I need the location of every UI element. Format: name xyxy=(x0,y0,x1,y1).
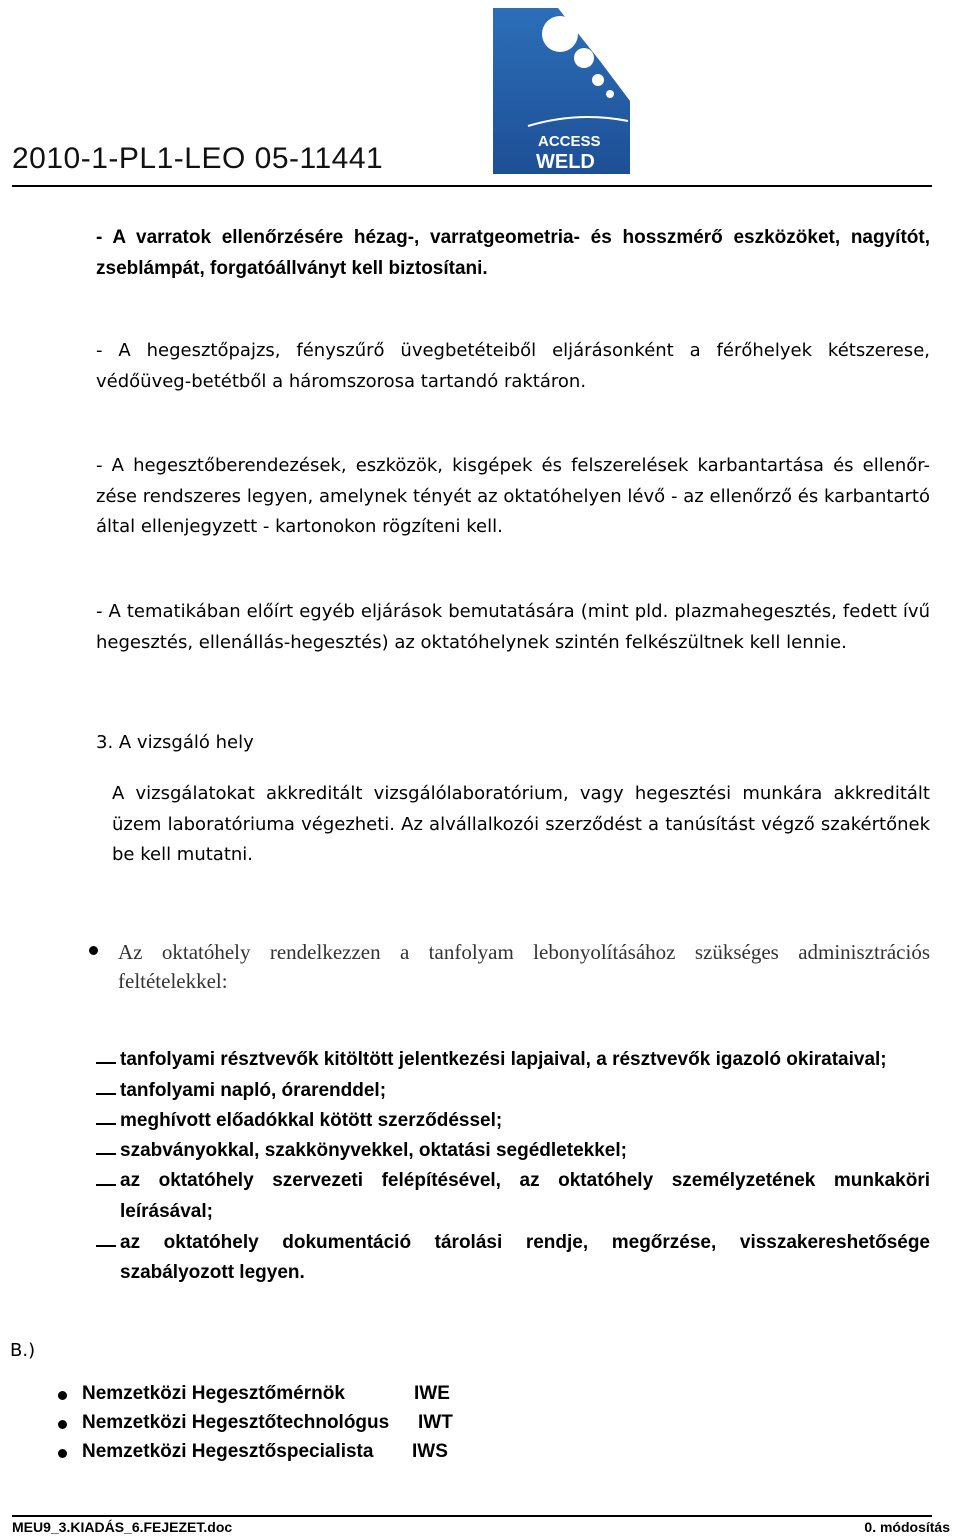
footer-filename: MEU9_3.KIADÁS_6.FEJEZET.doc xyxy=(12,1519,233,1535)
header-divider xyxy=(12,185,932,187)
paragraph-welding-shield: - A hegesztőpajzs, fényszűrő üvegbetéteiből eljárásonként a férőhelyek kétszerese, védőüveg-betétből a háromszorosa tartandó raktáron. xyxy=(96,340,930,392)
paragraph-inspection-tools: - A varratok ellenőrzésére hézag-, varratgeometria- és hosszmérő eszközöket, nagyítót, zseblámpát, forgatóállványt kell biztosítani. xyxy=(96,227,930,279)
section-3-heading: 3. A vizsgáló hely xyxy=(96,732,254,753)
role-code: IWE xyxy=(414,1383,450,1404)
bullet-dot xyxy=(58,1420,67,1429)
role-name: Nemzetközi Hegesztőspecialista xyxy=(82,1441,374,1462)
access-weld-logo xyxy=(488,6,636,178)
admin-item: az oktatóhely szervezeti felépítésével, az oktatóhely személyzetének munkaköri xyxy=(120,1170,930,1191)
role-code: IWS xyxy=(412,1441,448,1462)
document-code-title: 2010-1-PL1-LEO 05-11441 xyxy=(12,142,384,175)
bullet-dot xyxy=(89,946,98,955)
admin-item-continuation: szabályozott legyen. xyxy=(120,1262,305,1283)
bullet-dot xyxy=(58,1391,67,1400)
role-name: Nemzetközi Hegesztőmérnök xyxy=(82,1383,345,1404)
admin-item: tanfolyami résztvevők kitöltött jelentkezési lapjaival, a résztvevők igazoló okirataival; xyxy=(120,1049,887,1070)
logo-text-access: ACCESS xyxy=(538,133,601,150)
dash-marker xyxy=(96,1062,116,1064)
dash-marker xyxy=(96,1245,116,1247)
admin-intro: Az oktatóhely rendelkezzen a tanfolyam lebonyolításához szükséges adminisztrációs feltételekkel: xyxy=(118,940,930,993)
dash-marker xyxy=(96,1123,116,1125)
dash-marker xyxy=(96,1093,116,1095)
section-b-label: B.) xyxy=(10,1340,36,1361)
dash-marker xyxy=(96,1153,116,1155)
admin-item: meghívott előadókkal kötött szerződéssel; xyxy=(120,1110,503,1131)
footer-revision: 0. módosítás xyxy=(864,1519,950,1535)
section-3-body: A vizsgálatokat akkreditált vizsgálólaboratórium, vagy hegesztési munkára akkreditált üzem laboratóriuma végezheti. Az alvállalkozói szerződést a tanúsítást végző szakértőnek be kell mutatni. xyxy=(112,783,930,865)
role-code: IWT xyxy=(418,1412,453,1433)
admin-item-continuation: leírásával; xyxy=(120,1201,213,1222)
bullet-dot xyxy=(58,1449,67,1458)
footer-divider xyxy=(12,1515,932,1517)
role-name: Nemzetközi Hegesztőtechnológus xyxy=(82,1412,390,1433)
paragraph-equipment-maintenance: - A hegesztőberendezések, eszközök, kisgépek és felszerelések karbantartása és ellenőr-zése rendszeres legyen, amelynek tényét az oktatóhelyen lévő - az ellenőrző és karbantartó által ellenjegyzett - kartonokon rögzíteni kell. xyxy=(96,455,930,537)
dash-marker xyxy=(96,1184,116,1186)
admin-item: szabványokkal, szakkönyvekkel, oktatási segédletekkel; xyxy=(120,1140,627,1161)
logo-text-weld: WELD xyxy=(536,151,595,173)
admin-item: az oktatóhely dokumentáció tárolási rendje, megőrzése, visszakereshetősége xyxy=(120,1232,930,1253)
admin-item: tanfolyami napló, órarenddel; xyxy=(120,1080,387,1101)
paragraph-other-procedures: - A tematikában előírt egyéb eljárások bemutatására (mint pld. plazmahegesztés, fedett ívű hegesztés, ellenállás-hegesztés) az oktatóhelynek szintén felkészültnek kell lennie. xyxy=(96,601,930,653)
